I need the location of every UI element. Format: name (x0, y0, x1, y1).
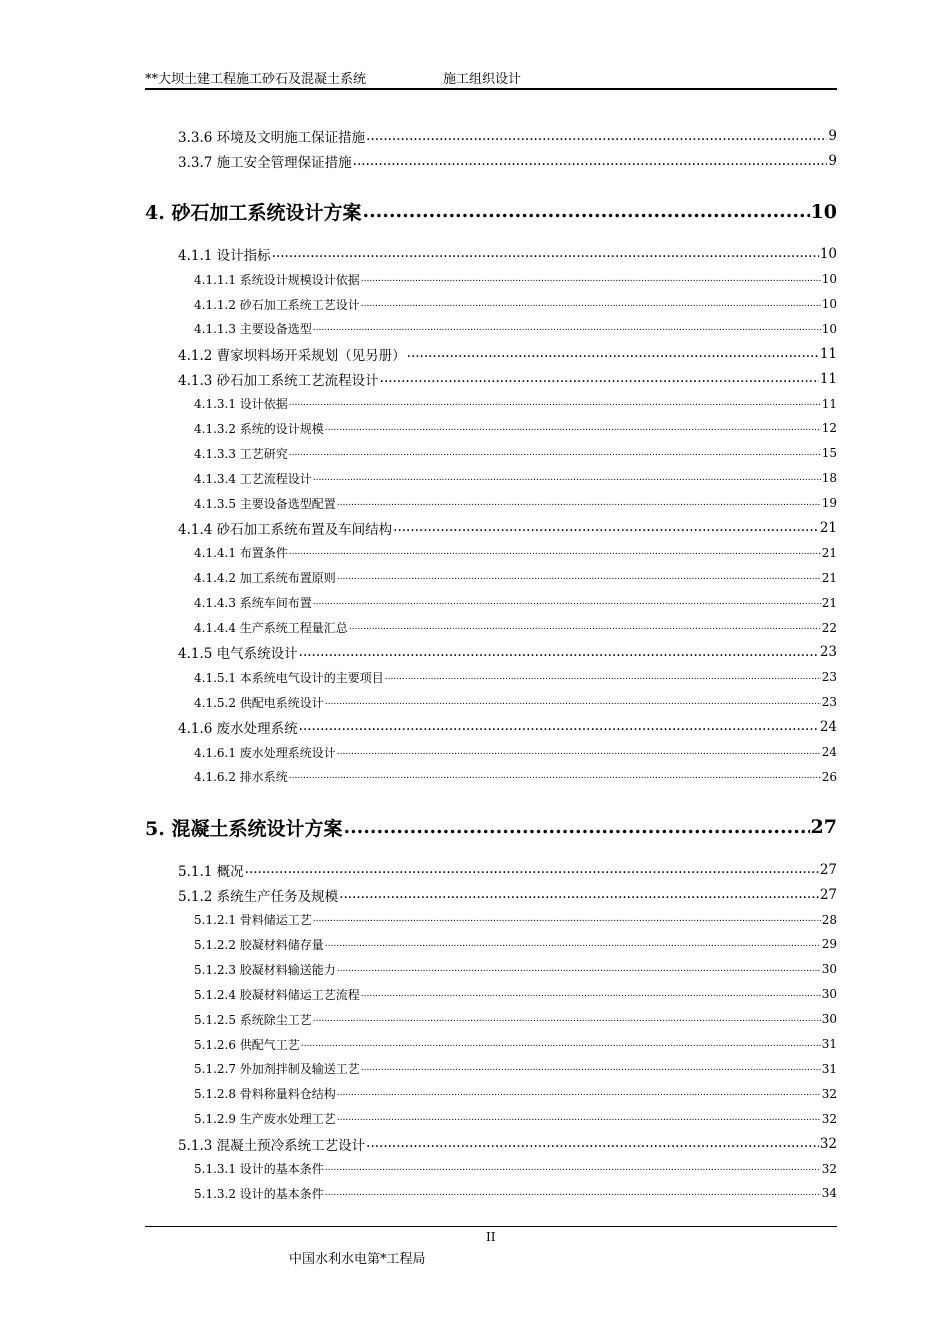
toc-entry-title: 5.1.2.8 骨料称量料仓结构 (194, 1087, 336, 1102)
toc-entry-page: 19 (821, 496, 837, 511)
toc-entry-page: 11 (819, 345, 837, 362)
toc-entry-title: 4.1.1.2 砂石加工系统工艺设计 (194, 297, 360, 312)
toc-entry-title: 4.1.3.4 工艺流程设计 (194, 471, 312, 486)
toc-entry-page: 30 (821, 962, 837, 977)
toc-entry-title: 4.1.6.2 排水系统 (194, 770, 288, 785)
toc-entry-page: 21 (819, 520, 837, 537)
dot-leader (301, 1040, 821, 1049)
toc-entry-page: 28 (821, 912, 837, 927)
dot-leader (361, 990, 821, 999)
dot-leader (325, 940, 821, 949)
toc-entry-page: 24 (821, 745, 837, 760)
dot-leader (245, 863, 819, 877)
toc-entry-title: 4.1.6.1 废水处理系统设计 (194, 745, 336, 760)
dot-leader (289, 449, 821, 458)
toc-entry-page: 26 (821, 769, 837, 784)
toc-entry-title: 4.1.4.2 加工系统布置原则 (194, 571, 336, 586)
toc-entry-title: 4.1.4.4 生产系统工程量汇总 (194, 621, 348, 636)
dot-leader (353, 155, 828, 169)
dot-leader (337, 1089, 821, 1098)
toc-entry-title: 5.1.3 混凝土预冷系统工艺设计 (178, 1137, 366, 1154)
dot-leader (337, 965, 821, 974)
dot-leader (313, 915, 821, 924)
toc-entry-page: 32 (819, 1135, 837, 1152)
dot-leader (325, 424, 821, 433)
dot-leader (313, 598, 821, 607)
toc-entry-page: 32 (821, 1086, 837, 1101)
toc-entry-page: 23 (819, 644, 837, 661)
dot-leader (272, 247, 819, 261)
toc-entry-page: 27 (819, 861, 837, 878)
toc-entry-title: 5.1.2 系统生产任务及规模 (178, 888, 339, 905)
dot-leader (325, 1164, 821, 1173)
toc-entry-page: 10 (821, 321, 837, 336)
page-number: II (486, 1230, 496, 1244)
toc-entry-title: 5.1.2.6 供配气工艺 (194, 1037, 300, 1052)
header-document-type: 施工组织设计 (443, 72, 522, 87)
page-header (145, 66, 837, 90)
dot-leader (361, 1064, 821, 1073)
toc-subsection-entry[interactable] (145, 1181, 837, 1206)
dot-leader (325, 698, 821, 707)
dot-leader (299, 646, 819, 660)
toc-section-entry[interactable] (145, 857, 837, 882)
toc-entry-title: 5.1.2.7 外加剂拌制及输送工艺 (194, 1062, 360, 1077)
toc-subsection-entry[interactable] (145, 932, 837, 957)
toc-entry-page: 15 (821, 446, 837, 461)
toc-entry-page: 34 (821, 1186, 837, 1201)
dot-leader (361, 300, 821, 309)
toc-subsection-entry[interactable] (145, 565, 837, 590)
toc-section-entry[interactable] (145, 882, 837, 907)
toc-entry-page: 21 (821, 595, 837, 610)
toc-entry-title: 4.1.4 砂石加工系统布置及车间结构 (178, 522, 393, 539)
toc-entry-page: 21 (821, 545, 837, 560)
toc-chapter-entry[interactable] (145, 190, 837, 234)
dot-leader (289, 772, 821, 781)
dot-leader (289, 548, 821, 557)
toc-subsection-entry[interactable] (145, 540, 837, 565)
dot-leader (407, 347, 819, 361)
toc-entry-title: 4.1.3.5 主要设备选型配置 (194, 496, 336, 511)
toc-section-entry[interactable] (145, 516, 837, 541)
toc-subsection-entry[interactable] (145, 316, 837, 341)
toc-entry-title: 4.1.2 曹家坝料场开采规划（见另册） (178, 347, 406, 364)
toc-entry-page: 22 (821, 620, 837, 635)
toc-entry-title: 5.1.2.5 系统除尘工艺 (194, 1012, 312, 1027)
dot-leader (337, 748, 821, 757)
toc-entry-page: 10 (821, 272, 837, 287)
toc-section-entry[interactable] (145, 242, 837, 267)
toc-subsection-entry[interactable] (145, 1007, 837, 1032)
toc-subsection-entry[interactable] (145, 1057, 837, 1082)
toc-entry-title: 5.1.3.2 设计的基本条件 (194, 1186, 324, 1201)
toc-entry-page: 9 (828, 128, 837, 145)
header-document-title: **大坝土建工程施工砂石及混凝土系统 (145, 72, 367, 87)
dot-leader (313, 474, 821, 483)
toc-subsection-entry[interactable] (145, 764, 837, 789)
dot-leader (325, 1189, 821, 1198)
toc-entry-title: 4.1.5.1 本系统电气设计的主要项目 (194, 670, 384, 685)
toc-subsection-entry[interactable] (145, 466, 837, 491)
dot-leader (362, 202, 809, 221)
toc-entry-title: 3.3.6 环境及文明施工保证措施 (178, 130, 366, 147)
toc-entry-page: 30 (821, 987, 837, 1002)
toc-entry-page: 23 (821, 695, 837, 710)
dot-leader (313, 324, 821, 333)
footer-divider (145, 1226, 837, 1227)
toc-subsection-entry[interactable] (145, 416, 837, 441)
dot-leader (337, 573, 821, 582)
toc-subsection-entry[interactable] (145, 267, 837, 292)
toc-subsection-entry[interactable] (145, 665, 837, 690)
toc-entry-page: 12 (821, 421, 837, 436)
toc-entry-page: 30 (821, 1012, 837, 1027)
toc-entry-title: 5.1.2.1 骨料储运工艺 (194, 913, 312, 928)
toc-entry-page: 31 (821, 1037, 837, 1052)
toc-subsection-entry[interactable] (145, 491, 837, 516)
toc-entry-page: 18 (821, 471, 837, 486)
toc-entry-title: 4.1.3.2 系统的设计规模 (194, 421, 324, 436)
toc-subsection-entry[interactable] (145, 441, 837, 466)
toc-entry-title: 4.1.1.1 系统设计规模设计依据 (194, 272, 360, 287)
toc-entry-title: 4.1.1.3 主要设备选型 (194, 322, 312, 337)
dot-leader (337, 499, 821, 508)
toc-entry-page: 10 (810, 200, 837, 223)
toc-entry-title: 5.1.2.4 胶凝材料储运工艺流程 (194, 987, 360, 1002)
toc-entry-title: 4.1.5.2 供配电系统设计 (194, 695, 324, 710)
toc-entry-page: 10 (819, 246, 837, 263)
toc-entry-page: 32 (821, 1111, 837, 1126)
toc-subsection-entry[interactable] (145, 1081, 837, 1106)
toc-entry-title: 4.1.3 砂石加工系统工艺流程设计 (178, 372, 379, 389)
toc-subsection-entry[interactable] (145, 1156, 837, 1181)
toc-chapter-entry[interactable] (145, 805, 837, 849)
toc-entry-page: 27 (810, 816, 837, 839)
toc-subsection-entry[interactable] (145, 1106, 837, 1131)
toc-section-entry[interactable] (145, 1131, 837, 1156)
dot-leader (337, 1114, 821, 1123)
toc-subsection-entry[interactable] (145, 615, 837, 640)
toc-entry-page: 32 (821, 1161, 837, 1176)
toc-entry-page: 11 (821, 396, 837, 411)
toc-entry-title: 4.1.4.1 布置条件 (194, 546, 288, 561)
table-of-contents (145, 124, 837, 1206)
dot-leader (349, 623, 821, 632)
toc-entry-title: 5.1.2.9 生产废水处理工艺 (194, 1112, 336, 1127)
toc-entry-title: 4.1.4.3 系统车间布置 (194, 596, 312, 611)
toc-entry-title: 5.1.3.1 设计的基本条件 (194, 1162, 324, 1176)
toc-section-entry[interactable] (145, 640, 837, 665)
toc-section-entry[interactable] (145, 715, 837, 740)
toc-subsection-entry[interactable] (145, 740, 837, 765)
toc-entry-title: 5.1.1 概况 (178, 863, 244, 880)
toc-entry-title: 4.1.3.1 设计依据 (194, 397, 288, 412)
toc-entry-title: 4.1.3.3 工艺研究 (194, 446, 288, 461)
dot-leader (366, 1137, 819, 1151)
toc-subsection-entry[interactable] (145, 982, 837, 1007)
dot-leader (289, 399, 821, 408)
toc-entry-title: 4.1.1 设计指标 (178, 248, 271, 265)
dot-leader (361, 275, 821, 284)
toc-section-entry[interactable] (145, 366, 837, 391)
toc-entry-title: 4.1.5 电气系统设计 (178, 646, 298, 663)
dot-leader (339, 888, 819, 902)
toc-entry-page: 23 (821, 670, 837, 685)
toc-section-entry[interactable] (145, 149, 837, 174)
dot-leader (393, 521, 819, 535)
dot-leader (313, 1015, 821, 1024)
toc-entry-page: 24 (819, 719, 837, 736)
toc-entry-page: 31 (821, 1061, 837, 1076)
dot-leader (299, 720, 819, 734)
toc-entry-title: 4.1.6 废水处理系统 (178, 721, 298, 738)
toc-entry-page: 21 (821, 570, 837, 585)
dot-leader (385, 673, 821, 682)
toc-entry-page: 11 (819, 370, 837, 387)
toc-section-entry[interactable] (145, 341, 837, 366)
toc-entry-page: 27 (819, 886, 837, 903)
toc-section-entry[interactable] (145, 124, 837, 149)
toc-entry-title: 4. 砂石加工系统设计方案 (145, 202, 362, 225)
toc-entry-title: 5. 混凝土系统设计方案 (145, 817, 343, 840)
toc-subsection-entry[interactable] (145, 907, 837, 932)
toc-entry-title: 5.1.2.3 胶凝材料输送能力 (194, 962, 336, 977)
toc-subsection-entry[interactable] (145, 391, 837, 416)
dot-leader (343, 818, 809, 837)
toc-entry-page: 10 (821, 297, 837, 311)
toc-entry-title: 5.1.2.2 胶凝材料储存量 (194, 937, 324, 952)
toc-subsection-entry[interactable] (145, 957, 837, 982)
toc-entry-page: 29 (821, 937, 837, 952)
footer-organization: 中国水利水电第*工程局 (289, 1252, 426, 1267)
toc-subsection-entry[interactable] (145, 590, 837, 615)
toc-subsection-entry[interactable] (145, 1032, 837, 1057)
toc-subsection-entry[interactable] (145, 690, 837, 715)
toc-entry-page: 9 (828, 153, 837, 170)
toc-entry-title: 3.3.7 施工安全管理保证措施 (178, 155, 352, 172)
dot-leader (380, 372, 819, 386)
dot-leader (366, 130, 827, 144)
toc-subsection-entry[interactable] (145, 292, 837, 317)
